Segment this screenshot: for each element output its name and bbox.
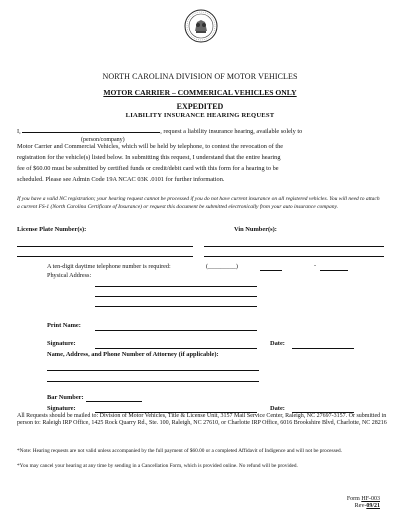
attorney-date-label: Date: bbox=[270, 405, 285, 412]
date-field[interactable] bbox=[292, 348, 354, 349]
intro-line-3: registration for the vehicle(s) listed below. In submitting this request, I understand that the entire hearing bbox=[17, 154, 281, 161]
plate-field-1[interactable] bbox=[17, 246, 193, 247]
intro-prefix: I, bbox=[17, 128, 21, 135]
agency-name: NORTH CAROLINA DIVISION OF MOTOR VEHICLES bbox=[102, 72, 298, 81]
form-number: HF-003 bbox=[361, 496, 380, 502]
address-field-1[interactable] bbox=[95, 286, 257, 287]
attorney-signature-label: Signature: bbox=[47, 405, 76, 412]
seal-icon bbox=[184, 9, 218, 43]
plate-field-2[interactable] bbox=[17, 256, 193, 257]
print-name-label: Print Name: bbox=[47, 322, 81, 329]
attorney-label: Name, Address, and Phone Number of Attorney (if applicable): bbox=[47, 351, 219, 358]
rev-date: 09/21 bbox=[366, 503, 380, 510]
form-subtitle: MOTOR CARRIER – COMMERICAL VEHICLES ONLY bbox=[103, 88, 297, 97]
expedited-heading: EXPEDITED bbox=[176, 102, 224, 111]
attorney-field-1[interactable] bbox=[47, 370, 259, 371]
cancellation-note: *You may cancel your hearing at any time by sending in a Cancellation Form, which is provided online. No refund will be provided. bbox=[17, 463, 298, 469]
phone-label: A ten-digit daytime telephone number is required: bbox=[47, 263, 171, 270]
address-field-3[interactable] bbox=[95, 306, 257, 307]
form-id bbox=[347, 496, 380, 511]
vin-label: Vin Number(s): bbox=[234, 226, 277, 233]
bar-number-field[interactable] bbox=[86, 401, 142, 402]
phone-line-field[interactable] bbox=[320, 270, 348, 271]
intro-paragraph bbox=[17, 126, 383, 185]
payment-note: *Note: Hearing requests are not valid unless accompanied by the full payment of $60.00 or a completed Affidavit of Indigence and will not be processed. bbox=[17, 448, 342, 454]
person-company-caption: (person/company) bbox=[81, 137, 125, 143]
person-company-field[interactable] bbox=[22, 132, 160, 133]
phone-dash: - bbox=[314, 262, 317, 269]
address-label: Physical Address: bbox=[47, 272, 92, 279]
signature-label: Signature: bbox=[47, 340, 76, 347]
insurance-note: If you have a valid NC registration; your hearing request cannot be processed if you do not have current insurance on all registered vehicles. You will need to attach a current FS-1 (North Carolina Certificate of Insurance) or request this document be submitted electronically from your auto insurance company. bbox=[17, 196, 380, 210]
intro-line-2: Motor Carrier and Commercial Vehicles, which will be held by telephone, to contest the revocation of the bbox=[17, 143, 284, 150]
date-label: Date: bbox=[270, 340, 285, 347]
form-prefix: Form bbox=[346, 496, 362, 502]
rev-prefix: Rev- bbox=[354, 503, 367, 510]
plate-label: License Plate Number(s): bbox=[17, 226, 87, 233]
intro-line-4: fee of $60.00 must be submitted by certified funds or credit/debit card with this form for a hearing to be bbox=[17, 165, 279, 172]
request-title: LIABILITY INSURANCE HEARING REQUEST bbox=[125, 112, 275, 119]
intro-line-5: scheduled. Please see Admin Code 19A NCAC 03K .0101 for further information. bbox=[17, 176, 225, 183]
bar-number-label: Bar Number: bbox=[47, 394, 84, 401]
print-name-field[interactable] bbox=[95, 330, 257, 331]
vin-field-1[interactable] bbox=[204, 246, 384, 247]
attorney-field-2[interactable] bbox=[47, 381, 259, 382]
phone-prefix-field[interactable] bbox=[260, 270, 282, 271]
vin-field-2[interactable] bbox=[204, 256, 384, 257]
intro-suffix: , request a liability insurance hearing, available solely to bbox=[160, 128, 303, 135]
mailing-instructions: All Requests should be mailed to: Division of Motor Vehicles, Title & License Unit, 3157 Mail Service Center, Raleigh, NC 27697-3157. Or submitted in person to: Raleigh IRP Office, 1425 Rock Quarry Rd., Ste. 100, Raleigh, NC 27610, or Charlotte IRP Office, 6016 Brookshire Blvd, Charlotte, NC 28216 bbox=[17, 413, 387, 427]
address-field-2[interactable] bbox=[95, 296, 257, 297]
phone-area-code[interactable]: (_________) bbox=[206, 263, 238, 270]
signature-field[interactable] bbox=[95, 348, 257, 349]
